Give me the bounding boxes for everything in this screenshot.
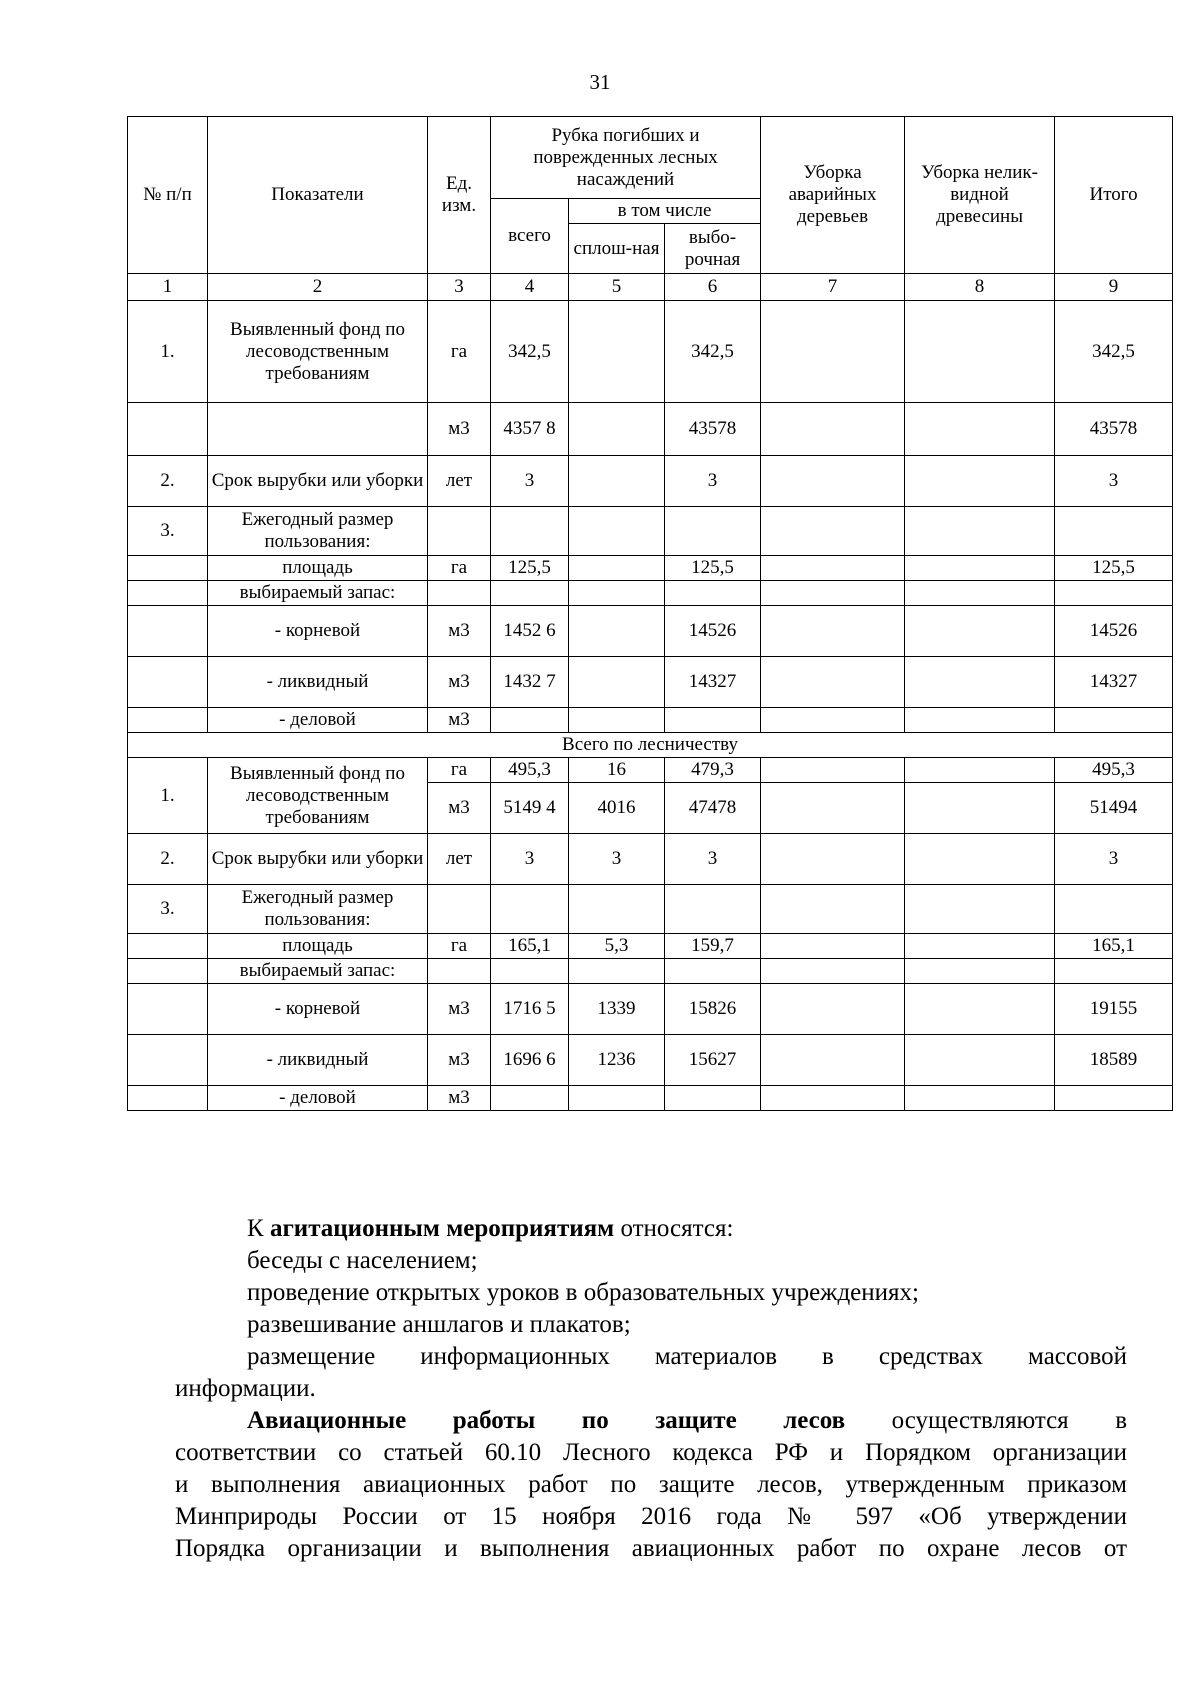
paragraph-aviation — [175, 1405, 1127, 1437]
cell-indicator: - ликвидный — [208, 657, 428, 708]
bold-term-agitation: агитационным мероприятиям — [269, 1215, 615, 1242]
cell-indicator: площадь — [208, 934, 428, 959]
cell-num — [128, 984, 208, 1035]
cell-total: 5149 4 — [491, 783, 569, 834]
cell-total: 3 — [491, 834, 569, 885]
cell-emergency — [761, 456, 905, 507]
cell-itogo — [1055, 959, 1173, 984]
cell-unit: м3 — [428, 783, 491, 834]
cell-itogo: 125,5 — [1055, 556, 1173, 581]
cell-itogo: 3 — [1055, 834, 1173, 885]
cell-total: 495,3 — [491, 758, 569, 783]
cell-itogo: 43578 — [1055, 403, 1173, 456]
cell-selective: 125,5 — [665, 556, 761, 581]
cell-unit: м3 — [428, 708, 491, 733]
cell-clear: 1339 — [569, 984, 665, 1035]
cell-indicator: - ликвидный — [208, 1035, 428, 1086]
header-total: всего — [491, 199, 569, 274]
cell-emergency — [761, 783, 905, 834]
cell-selective: 479,3 — [665, 758, 761, 783]
cell-unit: га — [428, 556, 491, 581]
header-nonliquid: Уборка нелик-видной древесины — [905, 117, 1055, 274]
col-number: 7 — [761, 274, 905, 301]
header-num: № п/п — [128, 117, 208, 274]
cell-emergency — [761, 959, 905, 984]
list-item: беседы с населением; — [247, 1247, 478, 1274]
cell-nonliquid — [905, 606, 1055, 657]
cell-indicator: выбираемый запас: — [208, 959, 428, 984]
section-title-row — [128, 733, 1173, 758]
cell-itogo: 14526 — [1055, 606, 1173, 657]
cell-total: 3 — [491, 456, 569, 507]
cell-total: 1432 7 — [491, 657, 569, 708]
column-numbers-row — [128, 274, 1173, 301]
cell-selective — [665, 708, 761, 733]
cell-total: 1696 6 — [491, 1035, 569, 1086]
cell-num: 2. — [128, 834, 208, 885]
cell-num: 3. — [128, 507, 208, 556]
cell-total — [491, 581, 569, 606]
cell-num: 3. — [128, 885, 208, 934]
cell-emergency — [761, 934, 905, 959]
cell-itogo — [1055, 581, 1173, 606]
cell-selective: 14327 — [665, 657, 761, 708]
table-row — [128, 708, 1173, 733]
cell-nonliquid — [905, 581, 1055, 606]
cell-indicator — [208, 403, 428, 456]
cell-selective: 15627 — [665, 1035, 761, 1086]
table-row — [128, 1086, 1173, 1111]
paragraph-suffix: относятся: — [614, 1215, 734, 1242]
cell-emergency — [761, 885, 905, 934]
cell-total: 165,1 — [491, 934, 569, 959]
cell-nonliquid — [905, 708, 1055, 733]
col-number: 5 — [569, 274, 665, 301]
cell-nonliquid — [905, 783, 1055, 834]
cell-indicator: - корневой — [208, 984, 428, 1035]
cell-selective — [665, 959, 761, 984]
cell-unit: м3 — [428, 1086, 491, 1111]
cell-selective: 159,7 — [665, 934, 761, 959]
cell-selective — [665, 581, 761, 606]
cell-selective: 43578 — [665, 403, 761, 456]
cell-nonliquid — [905, 885, 1055, 934]
page-number: 31 — [589, 70, 611, 94]
table-row — [128, 984, 1173, 1035]
cell-clear — [569, 708, 665, 733]
cell-unit — [428, 885, 491, 934]
cell-indicator: Ежегодный размер пользования: — [208, 885, 428, 934]
cell-emergency — [761, 1086, 905, 1111]
cell-selective: 47478 — [665, 783, 761, 834]
cell-num — [128, 1086, 208, 1111]
header-selective: выбо-рочная — [665, 224, 761, 274]
cell-num — [128, 657, 208, 708]
cell-unit: га — [428, 758, 491, 783]
table-row — [128, 657, 1173, 708]
cell-indicator: Срок вырубки или уборки — [208, 834, 428, 885]
header-emergency: Уборка аварийных деревьев — [761, 117, 905, 274]
cell-emergency — [761, 708, 905, 733]
cell-itogo: 3 — [1055, 456, 1173, 507]
cell-nonliquid — [905, 984, 1055, 1035]
cell-total: 125,5 — [491, 556, 569, 581]
text-line: информации. — [175, 1375, 316, 1402]
header-itogo: Итого — [1055, 117, 1173, 274]
cell-unit: лет — [428, 834, 491, 885]
paragraph-agitation — [175, 1213, 1127, 1245]
cell-unit: лет — [428, 456, 491, 507]
cell-clear — [569, 657, 665, 708]
cell-clear: 1236 — [569, 1035, 665, 1086]
cell-total: 1452 6 — [491, 606, 569, 657]
cell-unit: м3 — [428, 657, 491, 708]
cell-itogo: 165,1 — [1055, 934, 1173, 959]
cell-clear — [569, 959, 665, 984]
cell-clear — [569, 885, 665, 934]
cell-emergency — [761, 758, 905, 783]
cell-unit: га — [428, 934, 491, 959]
cell-num: 1. — [128, 758, 208, 834]
list-item: проведение открытых уроков в образовательных учреждениях; — [247, 1279, 919, 1306]
cell-nonliquid — [905, 507, 1055, 556]
cell-emergency — [761, 984, 905, 1035]
cell-emergency — [761, 403, 905, 456]
cell-clear: 16 — [569, 758, 665, 783]
table-row — [128, 934, 1173, 959]
section-title: Всего по лесничеству — [128, 733, 1173, 758]
cell-num — [128, 556, 208, 581]
paragraph-rest: осуществляются в — [845, 1407, 1127, 1434]
cell-emergency — [761, 1035, 905, 1086]
col-number: 8 — [905, 274, 1055, 301]
header-unit: Ед. изм. — [428, 117, 491, 274]
col-number: 6 — [665, 274, 761, 301]
cell-selective: 14526 — [665, 606, 761, 657]
cell-emergency — [761, 507, 905, 556]
table-row — [128, 556, 1173, 581]
cell-total — [491, 959, 569, 984]
table-row — [128, 758, 1173, 783]
cell-indicator: - корневой — [208, 606, 428, 657]
cell-emergency — [761, 556, 905, 581]
cell-selective: 342,5 — [665, 301, 761, 403]
cell-indicator: Выявленный фонд по лесоводственным требованиям — [208, 758, 428, 834]
cell-unit — [428, 507, 491, 556]
cell-emergency — [761, 834, 905, 885]
cell-selective — [665, 885, 761, 934]
col-number: 1 — [128, 274, 208, 301]
bold-term-aviation: Авиационные работы по защите лесов — [247, 1407, 846, 1434]
header-including: в том числе — [569, 199, 761, 224]
text-line: и выполнения авиационных работ по защите лесов, утвержденным приказом — [175, 1471, 1127, 1498]
text-line: размещение информационных материалов в средствах массовой — [247, 1343, 1127, 1370]
cell-clear — [569, 606, 665, 657]
cell-num — [128, 581, 208, 606]
paragraph-prefix: К — [247, 1215, 270, 1242]
cell-nonliquid — [905, 758, 1055, 783]
header-indicator: Показатели — [208, 117, 428, 274]
cell-selective: 3 — [665, 834, 761, 885]
cell-clear — [569, 581, 665, 606]
cell-unit: м3 — [428, 1035, 491, 1086]
cell-nonliquid — [905, 403, 1055, 456]
cell-itogo: 14327 — [1055, 657, 1173, 708]
cell-emergency — [761, 606, 905, 657]
table-row — [128, 1035, 1173, 1086]
text-line: соответствии со статьей 60.10 Лесного кодекса РФ и Порядком организации — [175, 1439, 1127, 1466]
cell-nonliquid — [905, 1086, 1055, 1111]
table-row — [128, 507, 1173, 556]
cell-clear — [569, 556, 665, 581]
text-line: Минприроды России от 15 ноября 2016 года № 597 «Об утверждении — [175, 1503, 1127, 1530]
table-row — [128, 456, 1173, 507]
cell-total — [491, 1086, 569, 1111]
cell-itogo: 51494 — [1055, 783, 1173, 834]
cell-clear — [569, 456, 665, 507]
cell-indicator: Ежегодный размер пользования: — [208, 507, 428, 556]
cell-clear: 4016 — [569, 783, 665, 834]
col-number: 3 — [428, 274, 491, 301]
cell-itogo: 18589 — [1055, 1035, 1173, 1086]
cell-emergency — [761, 581, 905, 606]
col-number: 9 — [1055, 274, 1173, 301]
cell-num — [128, 708, 208, 733]
cell-nonliquid — [905, 301, 1055, 403]
cell-total — [491, 507, 569, 556]
cell-total — [491, 708, 569, 733]
cell-unit — [428, 959, 491, 984]
cell-unit — [428, 581, 491, 606]
cell-nonliquid — [905, 556, 1055, 581]
cell-num — [128, 959, 208, 984]
cell-unit: м3 — [428, 984, 491, 1035]
cell-itogo: 495,3 — [1055, 758, 1173, 783]
cell-nonliquid — [905, 934, 1055, 959]
cell-itogo — [1055, 1086, 1173, 1111]
cell-selective — [665, 1086, 761, 1111]
cell-total: 1716 5 — [491, 984, 569, 1035]
cell-indicator: - деловой — [208, 1086, 428, 1111]
cell-selective: 15826 — [665, 984, 761, 1035]
forest-use-table — [127, 116, 1173, 1111]
cell-indicator: площадь — [208, 556, 428, 581]
list-item: развешивание аншлагов и плакатов; — [247, 1311, 631, 1338]
col-number: 2 — [208, 274, 428, 301]
col-number: 4 — [491, 274, 569, 301]
table-row — [128, 606, 1173, 657]
header-clear: сплош-ная — [569, 224, 665, 274]
cell-num — [128, 403, 208, 456]
cell-itogo — [1055, 708, 1173, 733]
cell-num — [128, 1035, 208, 1086]
table-row — [128, 403, 1173, 456]
cell-num — [128, 606, 208, 657]
cell-itogo — [1055, 885, 1173, 934]
cell-itogo: 342,5 — [1055, 301, 1173, 403]
cell-clear — [569, 1086, 665, 1111]
cell-emergency — [761, 301, 905, 403]
cell-indicator: выбираемый запас: — [208, 581, 428, 606]
cell-indicator: Выявленный фонд по лесоводственным требованиям — [208, 301, 428, 403]
table-row — [128, 301, 1173, 403]
cell-nonliquid — [905, 1035, 1055, 1086]
cell-nonliquid — [905, 834, 1055, 885]
cell-nonliquid — [905, 959, 1055, 984]
text-line: Порядка организации и выполнения авиационных работ по охране лесов от — [175, 1535, 1127, 1562]
cell-total — [491, 885, 569, 934]
cell-itogo — [1055, 507, 1173, 556]
cell-unit: м3 — [428, 403, 491, 456]
cell-selective — [665, 507, 761, 556]
cell-indicator: Срок вырубки или уборки — [208, 456, 428, 507]
cell-clear — [569, 403, 665, 456]
cell-emergency — [761, 657, 905, 708]
table-row — [128, 885, 1173, 934]
header-felling-group: Рубка погибших и поврежденных лесных насаждений — [491, 117, 761, 199]
cell-clear: 3 — [569, 834, 665, 885]
cell-unit: м3 — [428, 606, 491, 657]
cell-selective: 3 — [665, 456, 761, 507]
cell-unit: га — [428, 301, 491, 403]
cell-clear — [569, 507, 665, 556]
table-row — [128, 959, 1173, 984]
cell-clear: 5,3 — [569, 934, 665, 959]
table-row — [128, 581, 1173, 606]
table-row — [128, 834, 1173, 885]
cell-nonliquid — [905, 657, 1055, 708]
cell-itogo: 19155 — [1055, 984, 1173, 1035]
cell-nonliquid — [905, 456, 1055, 507]
body-text — [175, 1213, 1127, 1565]
cell-total: 4357 8 — [491, 403, 569, 456]
cell-total: 342,5 — [491, 301, 569, 403]
cell-num: 2. — [128, 456, 208, 507]
cell-num: 1. — [128, 301, 208, 403]
cell-clear — [569, 301, 665, 403]
cell-num — [128, 934, 208, 959]
cell-indicator: - деловой — [208, 708, 428, 733]
